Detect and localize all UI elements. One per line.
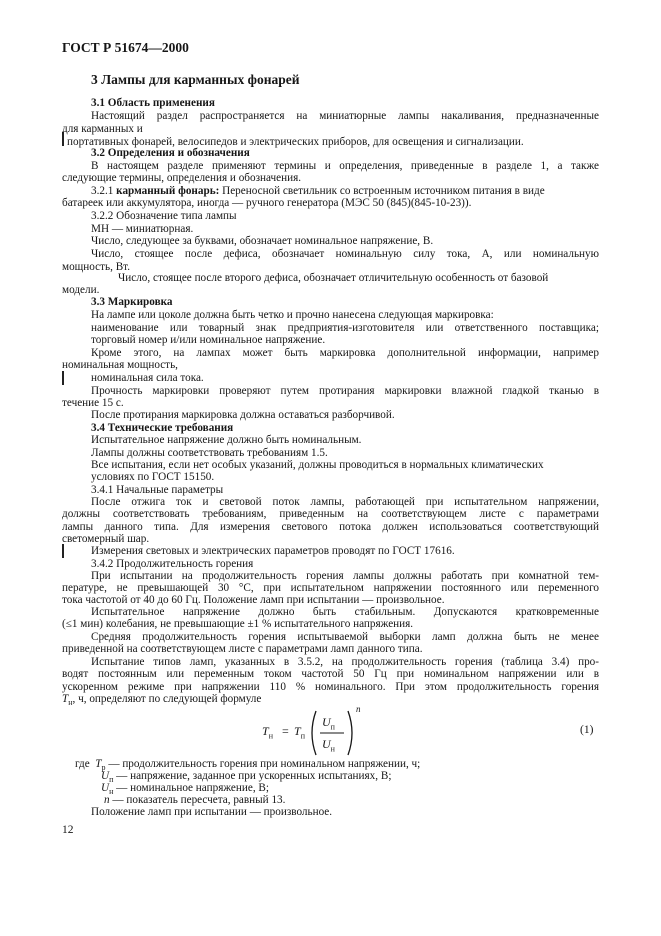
paragraph-line: номинальная мощность,: [62, 359, 178, 371]
clause-heading: 3.4.1 Начальные параметры: [91, 484, 224, 496]
subsection-heading: 3.2 Определения и обозначения: [91, 147, 250, 159]
paragraph-line: номинальная сила тока.: [91, 372, 204, 384]
paragraph-line: для карманных и: [62, 123, 143, 135]
clause-number: 3.2.1: [91, 185, 117, 197]
paragraph-line: ускоренном режиме при напряжении 110 % номинального. При этом продолжительность горения: [62, 681, 599, 693]
symbol-subscript: н: [109, 787, 114, 797]
clause-heading: 3.4.2 Продолжительность горения: [91, 558, 254, 570]
symbol-subscript: н: [68, 698, 73, 708]
where-prefix: где: [75, 758, 96, 770]
paragraph-line: В настоящем разделе применяют термины и определения, приведенные в разделе 1, а также: [91, 160, 599, 172]
paragraph-line: Измерения световых и электрических параметров проводят по ГОСТ 17616.: [91, 545, 455, 557]
defined-term: карманный фонарь:: [116, 185, 220, 197]
paragraph-line: Число, стоящее после дефиса, обозначает номинальную силу тока, А, или номинальную: [91, 248, 599, 260]
formula-lhs-subscript: н: [268, 731, 273, 741]
subsection-heading: 3.4 Технические требования: [91, 422, 234, 434]
paragraph-line: водят постоянным или переменным током частотой 50 Гц при номинальном напряжении или в: [62, 668, 599, 680]
paragraph-line: должны соответствовать требованиям, приведенным на соответствующем листе с параметрами: [62, 508, 599, 520]
paragraph-line: торговый номер и/или номинальное напряжение.: [91, 334, 326, 346]
paragraph-line: Положение ламп при испытании — произвольное.: [91, 806, 333, 818]
where-text: — напряжение, заданное при ускоренных испытаниях, В;: [113, 770, 392, 782]
symbol: n: [104, 794, 110, 806]
paragraph-line: МН — миниатюрная.: [91, 223, 194, 235]
change-bar: [62, 371, 64, 385]
paragraph-line: Прочность маркировки проверяют путем протирания маркировки влажной гладкой тканью в: [91, 385, 599, 397]
definition-text: Переносной светильник со встроенным источником питания в виде: [219, 185, 545, 197]
section-title: 3 Лампы для карманных фонарей: [91, 72, 300, 87]
formula: [262, 704, 362, 759]
paragraph-line: Кроме этого, на лампах может быть маркировка дополнительной информации, например: [91, 347, 599, 359]
symbol: T: [62, 693, 69, 705]
equation-number: (1): [580, 724, 594, 736]
paragraph-line: Испытание типов ламп, указанных в 3.5.2, на продолжительность горения (таблица 3.4) про-: [91, 656, 599, 668]
paragraph-line: Настоящий раздел распространяется на миниатюрные лампы накаливания, предназначенные: [91, 110, 599, 122]
paragraph-line: Испытательное напряжение должно быть стабильным. Допускаются кратковременные: [91, 606, 599, 618]
paragraph-line: условиях по ГОСТ 15150.: [91, 471, 215, 483]
where-text: — номинальное напряжение, В;: [113, 782, 269, 794]
equals-sign: =: [282, 724, 289, 738]
paragraph-line: наименование или товарный знак предприятия-изготовителя или ответственного поставщика;: [91, 322, 599, 334]
paragraph-line: портативных фонарей, велосипедов и электрических приборов, для освещения и сигнализации.: [67, 136, 524, 148]
paragraph-line: После отжига ток и световой поток лампы, работающей при испытательном напряжении,: [91, 496, 599, 508]
paragraph-line: пературе, не превышающей 30 °С, при испытательном напряжении постоянного или переменного: [62, 582, 599, 594]
numerator-subscript: п: [330, 722, 335, 732]
paragraph-line: Число, следующее за буквами, обозначает номинальное напряжение, В.: [91, 235, 434, 247]
symbol-subscript: р: [101, 763, 106, 773]
paragraph-line: Средняя продолжительность горения испытываемой выборки ламп должна быть не менее: [91, 631, 599, 643]
paragraph-line: модели.: [62, 284, 100, 296]
paragraph-line: Испытательное напряжение должно быть номинальным.: [91, 434, 362, 446]
paragraph-line: тока частотой от 40 до 60 Гц. Положение ламп при испытании — произвольное.: [62, 594, 445, 606]
paragraph-line: батареек или аккумулятора, иногда — ручного генератора (МЭС 50 (845)(845-10-23)).: [62, 197, 472, 209]
paragraph-text: , ч, определяют по следующей формуле: [72, 693, 262, 705]
paragraph-line: светомерный шар.: [62, 533, 150, 545]
formula-exponent: n: [356, 704, 361, 714]
clause-heading: 3.2.2 Обозначение типа лампы: [91, 210, 237, 222]
paragraph-line: лампы данного типа. Для измерения светового потока должен использоваться соответствующий: [62, 521, 599, 533]
paragraph-line: приведенной на соответствующем листе с параметрами ламп данного типа.: [62, 643, 423, 655]
where-text: — продолжительность горения при номинальном напряжении, ч;: [105, 758, 421, 770]
fraction-numerator: U: [322, 715, 331, 729]
fraction-denominator: U: [322, 737, 331, 751]
subsection-heading: 3.1 Область применения: [91, 97, 215, 109]
paragraph-line: После протирания маркировка должна оставаться разборчивой.: [91, 409, 395, 421]
symbol: U: [101, 770, 110, 782]
paragraph-line: На лампе или цоколе должна быть четко и прочно нанесена следующая маркировка:: [91, 309, 494, 321]
symbol: U: [101, 782, 110, 794]
paragraph-line: Число, стоящее после второго дефиса, обозначает отличительную особенность от базовой: [118, 272, 549, 284]
change-bar: [62, 544, 64, 558]
paragraph-line: При испытании на продолжительность горения лампы должны работать при комнатной тем-: [91, 570, 599, 582]
where-text: — показатель пересчета, равный 13.: [109, 794, 286, 806]
paragraph-line: мощность, Вт.: [62, 261, 131, 273]
paragraph-line: следующие термины, определения и обозначения.: [62, 172, 302, 184]
paragraph-line: (≤1 мин) колебания, не превышающие ±1 % испытательного напряжения.: [62, 618, 414, 630]
formula-t-subscript: п: [300, 731, 305, 741]
paragraph-line: Лампы должны соответствовать требованиям 1.5.: [91, 447, 328, 459]
document-header: ГОСТ Р 51674—2000: [62, 40, 189, 55]
symbol-subscript: п: [109, 775, 114, 785]
subsection-heading: 3.3 Маркировка: [91, 296, 173, 308]
symbol: T: [95, 758, 102, 770]
paragraph-line: [62, 693, 261, 709]
paragraph-line: Все испытания, если нет особых указаний, должны проводиться в нормальных климатических: [91, 459, 544, 471]
paragraph-line: течение 15 с.: [62, 397, 124, 409]
formula-t: T: [294, 724, 301, 738]
formula-lhs: T: [262, 724, 269, 738]
page-number: 12: [62, 824, 74, 836]
denominator-subscript: н: [330, 744, 335, 754]
